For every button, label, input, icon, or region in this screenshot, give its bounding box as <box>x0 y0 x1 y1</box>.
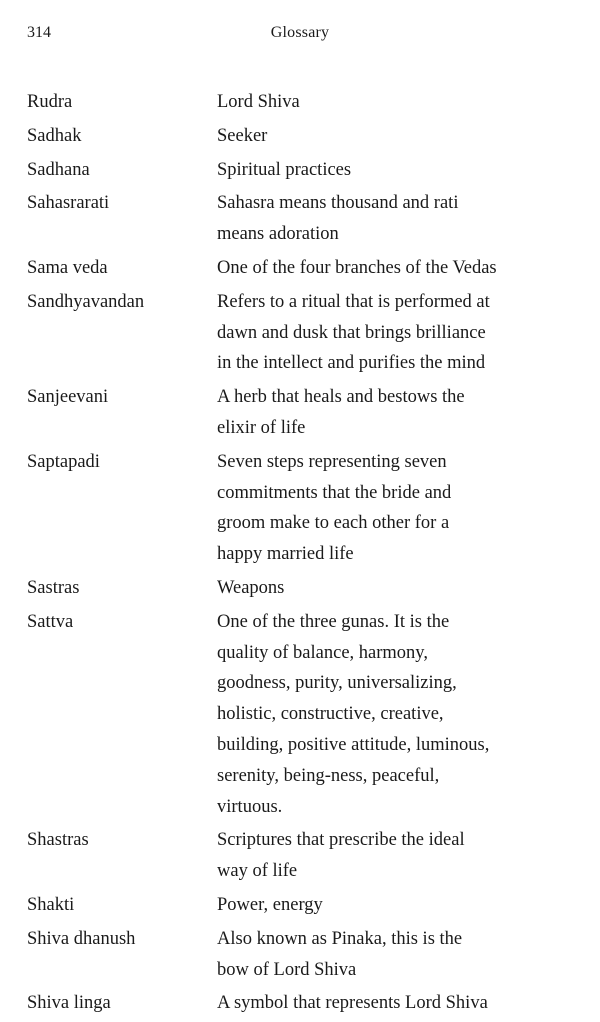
glossary-entry <box>27 607 597 823</box>
glossary-definition: Power, energy <box>217 894 323 915</box>
glossary-definition: One of the four branches of the Vedas <box>217 257 497 278</box>
glossary-definition: A symbol that represents Lord Shiva <box>217 993 488 1014</box>
glossary-definition: Spiritual practices <box>217 159 352 180</box>
glossary-term: Rudra <box>27 92 73 112</box>
glossary-term: Shastras <box>27 830 89 851</box>
glossary-entry <box>27 573 597 604</box>
glossary-definition: Sahasra means thousand and rati means adoration <box>217 193 459 245</box>
glossary-definition: Refers to a ritual that is performed at dawn and dusk that brings brilliance in the intellect and purifies the mind <box>217 291 490 374</box>
glossary-term: Sattva <box>27 611 74 632</box>
glossary-entry <box>27 890 597 921</box>
glossary-entry <box>27 287 597 379</box>
running-head <box>0 24 600 46</box>
glossary-term: Sandhyavandan <box>27 291 145 312</box>
glossary-entry <box>27 121 597 152</box>
glossary-term: Sastras <box>27 577 80 598</box>
glossary-term: Sadhak <box>27 125 82 146</box>
glossary-entry <box>27 924 597 986</box>
glossary-entry <box>27 447 597 570</box>
glossary-term: Sanjeevani <box>27 387 109 408</box>
glossary-entry <box>27 988 597 1019</box>
glossary-term: Sadhana <box>27 159 90 180</box>
glossary-definition: Seeker <box>217 125 268 146</box>
glossary-list <box>27 87 597 1022</box>
glossary-entry <box>27 87 597 118</box>
glossary-term: Shakti <box>27 894 75 915</box>
glossary-term: Saptapadi <box>27 451 100 472</box>
glossary-entry <box>27 382 597 444</box>
glossary-definition: Weapons <box>217 577 285 598</box>
glossary-definition: A herb that heals and bestows the elixir of life <box>217 387 465 438</box>
running-title: Glossary <box>270 24 330 41</box>
glossary-definition: Lord Shiva <box>217 92 300 112</box>
glossary-entry <box>27 155 597 186</box>
glossary-definition: One of the three gunas. It is the quality of balance, harmony, goodness, purity, universalizing, holistic, constructive, creative, building, positive attitude, luminous, serenity, being-ness, peaceful, virtuous. <box>217 611 490 817</box>
glossary-term: Sahasrarati <box>27 193 110 214</box>
glossary-definition: Also known as Pinaka, this is the bow of Lord Shiva <box>217 928 463 980</box>
glossary-term: Shiva dhanush <box>27 928 136 949</box>
glossary-term: Shiva linga <box>27 993 111 1014</box>
glossary-entry <box>27 188 597 250</box>
glossary-entry <box>27 253 597 284</box>
glossary-definition: Scriptures that prescribe the ideal way of life <box>217 830 465 882</box>
page-number: 314 <box>27 24 51 41</box>
glossary-entry <box>27 825 597 887</box>
glossary-definition: Seven steps representing seven commitments that the bride and groom make to each other for a happy married life <box>217 451 452 565</box>
glossary-term: Sama veda <box>27 257 108 278</box>
